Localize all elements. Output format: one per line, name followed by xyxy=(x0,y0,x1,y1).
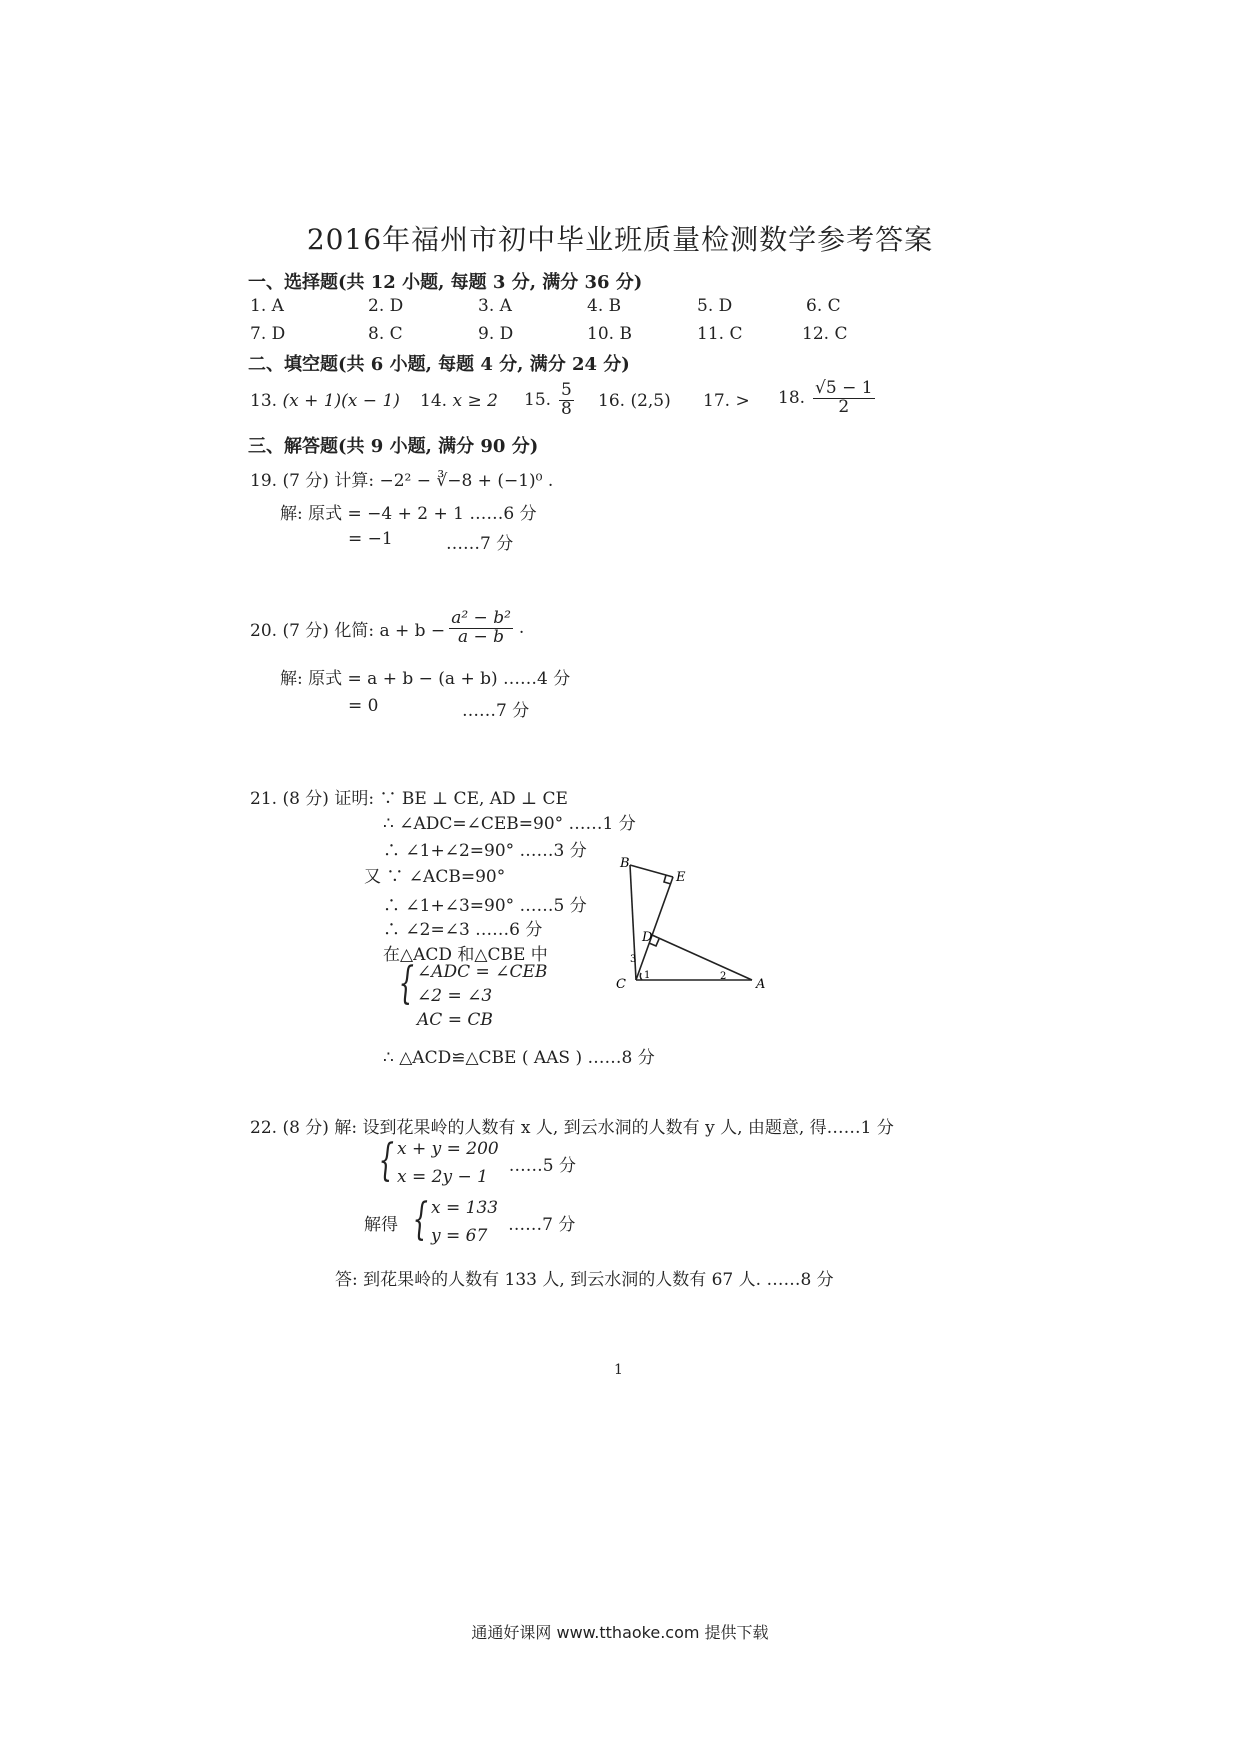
q19-line2-score: ……7 分 xyxy=(446,534,514,554)
label-b: B xyxy=(620,856,630,871)
label-e: E xyxy=(676,870,686,885)
fill-label: 15. xyxy=(524,390,552,411)
fill-value: x ≥ 2 xyxy=(452,391,498,411)
choice-answer: 9. D xyxy=(478,324,514,344)
fill-answer-17 xyxy=(703,391,750,411)
fill-value: (x + 1)(x − 1) xyxy=(282,391,400,411)
fraction-numerator: √5 − 1 xyxy=(815,378,873,398)
q21-line: 21. (8 分) 证明: ∵ BE ⊥ CE, AD ⊥ CE xyxy=(250,789,568,809)
q20-prompt-tail: . xyxy=(518,618,525,639)
fraction-denominator: 8 xyxy=(561,398,572,419)
fill-label: 14. xyxy=(420,391,448,411)
q21-line: 在△ACD 和△CBE 中 xyxy=(383,945,548,965)
solution-line: x = 133 xyxy=(431,1198,499,1218)
page-title: 2016年福州市初中毕业班质量检测数学参考答案 xyxy=(306,223,934,256)
fill-label: 16. xyxy=(598,391,626,411)
fill-value: (2,5) xyxy=(630,391,671,411)
choice-answer: 3. A xyxy=(478,296,512,316)
q20-prompt xyxy=(250,610,524,647)
q20-prompt-text: 20. (7 分) 化简: a + b − xyxy=(250,620,446,641)
solution-line: y = 67 xyxy=(431,1226,488,1246)
choice-answer: 2. D xyxy=(368,296,404,316)
fill-answer-18 xyxy=(778,380,877,417)
fraction-denominator: a − b xyxy=(458,626,505,647)
angle-label-1: 1 xyxy=(644,970,651,981)
q21-line: ∴ ∠2=∠3 ……6 分 xyxy=(383,920,543,940)
q19-line1: 解: 原式 = −4 + 2 + 1 ……6 分 xyxy=(280,504,537,524)
triangle-figure xyxy=(610,855,770,1000)
q20-line1: 解: 原式 = a + b − (a + b) ……4 分 xyxy=(280,669,571,689)
fill-label: 17. xyxy=(703,391,731,411)
choice-answer: 7. D xyxy=(250,324,286,344)
brace-icon: { xyxy=(378,1135,394,1186)
fill-answer-13 xyxy=(250,391,400,411)
q21-line: 又 ∵ ∠ACB=90° xyxy=(364,867,506,887)
q21-conclusion: ∴ △ACD≌△CBE ( AAS ) ……8 分 xyxy=(383,1048,655,1068)
fill-label: 18. xyxy=(778,388,806,409)
label-a: A xyxy=(756,977,766,992)
system-line: AC = CB xyxy=(417,1010,493,1030)
q21-line: ∴ ∠ADC=∠CEB=90° ……1 分 xyxy=(383,814,636,834)
fraction-numerator: 5 xyxy=(561,380,572,400)
choice-answer: 8. C xyxy=(368,324,403,344)
fraction-denominator: 2 xyxy=(838,396,850,417)
choice-answer: 11. C xyxy=(697,324,743,344)
fraction xyxy=(449,610,513,647)
system-line: ∠ADC = ∠CEB xyxy=(417,962,548,982)
solution-score: ……7 分 xyxy=(508,1214,576,1235)
q19-line2: = −1 xyxy=(348,529,393,549)
choice-answer: 4. B xyxy=(587,296,622,316)
section1-heading: 一、选择题(共 12 小题, 每题 3 分, 满分 36 分) xyxy=(248,272,643,293)
label-c: C xyxy=(616,977,626,992)
angle-label-2: 2 xyxy=(720,971,727,982)
fill-answer-16 xyxy=(598,391,671,411)
choice-answer: 1. A xyxy=(250,296,284,316)
fill-answer-15 xyxy=(524,382,576,419)
label-d: D xyxy=(642,930,653,945)
q21-line: ∴ ∠1+∠3=90° ……5 分 xyxy=(383,896,587,916)
choice-answer: 12. C xyxy=(802,324,848,344)
system-line: x = 2y − 1 xyxy=(397,1167,488,1187)
choice-answer: 6. C xyxy=(806,296,841,316)
choice-answer: 5. D xyxy=(697,296,733,316)
brace-icon: { xyxy=(412,1194,428,1245)
fraction xyxy=(813,380,875,417)
q21-system xyxy=(386,958,548,1030)
q21-line: ∴ ∠1+∠2=90° ……3 分 xyxy=(383,841,587,861)
fraction xyxy=(559,382,574,419)
section3-heading: 三、解答题(共 9 小题, 满分 90 分) xyxy=(248,436,539,457)
q22-system xyxy=(366,1135,576,1187)
fill-value: > xyxy=(735,391,750,411)
system-score: ……5 分 xyxy=(508,1155,576,1176)
system-line: ∠2 = ∠3 xyxy=(417,986,493,1006)
section2-heading: 二、填空题(共 6 小题, 每题 4 分, 满分 24 分) xyxy=(248,354,630,375)
brace-icon: { xyxy=(398,958,414,1009)
system-line: x + y = 200 xyxy=(397,1139,499,1159)
choice-answer: 10. B xyxy=(587,324,632,344)
q22-solution xyxy=(364,1194,576,1246)
solve-label: 解得 xyxy=(364,1214,398,1235)
fill-answer-14 xyxy=(420,391,498,411)
page-number: 1 xyxy=(614,1362,623,1378)
angle-label-3: 3 xyxy=(630,954,637,965)
q20-line2: = 0 xyxy=(348,696,379,716)
q19-prompt: 19. (7 分) 计算: −2² − ∛−8 + (−1)⁰ . xyxy=(250,471,554,491)
fraction-numerator: a² − b² xyxy=(451,608,511,628)
q22-answer: 答: 到花果岭的人数有 133 人, 到云水洞的人数有 67 人. ……8 分 xyxy=(335,1270,834,1290)
q22-prompt: 22. (8 分) 解: 设到花果岭的人数有 x 人, 到云水洞的人数有 y 人, 由题意, 得……1 分 xyxy=(250,1118,894,1138)
footer-credit: 通通好课网 www.tthaoke.com 提供下载 xyxy=(471,1623,769,1642)
fill-label: 13. xyxy=(250,391,278,411)
q20-line2-score: ……7 分 xyxy=(462,701,530,721)
